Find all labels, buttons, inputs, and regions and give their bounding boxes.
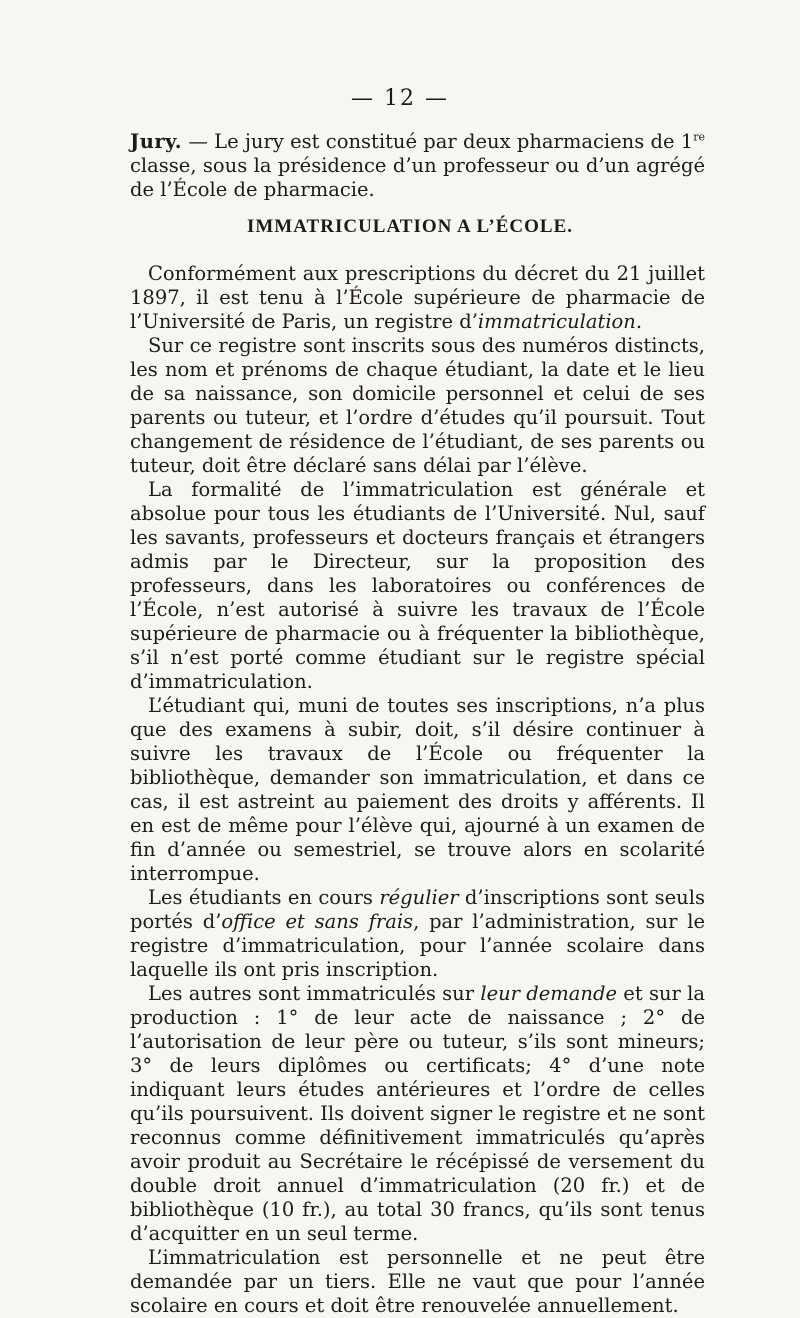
paragraph-cours-regulier-c: d’inscriptions sont seuls portés d’ (130, 886, 705, 933)
paragraph-etudiant-inscriptions: L’étudiant qui, muni de toutes ses inscriptions, n’a plus que des examens à subir, doit, s’il désire continuer à suivre les travaux de l’École ou fréquenter la bibliothèque, demander son immatriculation, et dans ce cas, il est astreint au paiement des droits y afférents. Il en est de même pour l’élève qui, ajourné à un examen de fin d’année ou semestriel, se trouve alors en scolarité interrompue. (130, 694, 705, 885)
paragraph-cours-regulier-e: , par l’administration, sur le registre d’immatriculation, pour l’année scolaire dans laquelle ils ont pris inscription. (130, 910, 706, 981)
jury-ordinal-superscript: re (693, 130, 705, 144)
paragraph-inscription-details: Sur ce registre sont inscrits sous des numéros distincts, les nom et prénoms de chaque étudiant, la date et le lieu de sa naissance, son domicile personnel et celui de ses parents ou tuteur, et l’ordre d’études qu’il poursuit. Tout changement de résidence de l’étudiant, de ses parents ou tuteur, doit être déclaré sans délai par l’élève. (130, 334, 705, 477)
paragraph-cours-regulier-italic-2: office et sans frais (221, 910, 414, 933)
jury-label: Jury. (130, 130, 183, 153)
paragraph-autres-c: et sur la production : 1° de leur acte de naissance ; 2° de l’autorisation de leur père ou tuteur, s’ils sont mineurs; 3° de leurs diplômes ou certificats; 4° d’une note indiquant leurs études antérieures et l’ordre de celles qu’ils poursuivent. Ils doivent signer le registre et ne sont reconnus comme définitivement immatriculés qu’après avoir produit au Secrétaire le récépissé de versement du double droit annuel d’immatriculation (20 fr.) et de bibliothèque (10 fr.), au total 30 francs, qu’ils sont tenus d’acquitter en un seul terme. (130, 982, 705, 1245)
paragraph-registre-text: Conformément aux prescriptions du décret du 21 juillet 1897, il est tenu à l’École supérieure de pharmacie de l’Université de Paris, un registre d’ (130, 262, 705, 333)
paragraph-formalite: La formalité de l’immatriculation est générale et absolue pour tous les étudiants de l’Université. Nul, sauf les savants, professeurs et docteurs français et étrangers admis par le Directeur, sur la proposition des professeurs, dans les laboratoires ou conférences de l’École, n’est autorisé à suivre les travaux de l’École supérieure de pharmacie ou à fréquenter la bibliothèque, s’il n’est porté comme étudiant sur le registre spécial d’immatriculation. (130, 478, 705, 693)
paragraph-registre-end: . (635, 310, 643, 333)
paragraph-cours-regulier-italic-1: régulier (379, 886, 459, 909)
section-title: IMMATRICULATION A L’ÉCOLE. (246, 216, 573, 237)
paragraph-cours-regulier-a: Les étudiants en cours (148, 886, 380, 909)
paragraph-cours-regulier (130, 886, 705, 982)
paragraph-autres-a: Les autres sont immatriculés sur (148, 982, 481, 1005)
body-text (130, 262, 705, 1318)
paragraph-registre-italic: immatriculation (477, 310, 636, 333)
paragraph-registre (130, 262, 705, 334)
paragraph-autres-italic: leur demande (480, 982, 618, 1005)
jury-text-start: — Le jury est constitué par deux pharmaciens de 1 (182, 130, 694, 153)
jury-paragraph (130, 130, 705, 202)
page-number: — 12 — (351, 86, 449, 111)
paragraph-personnelle: L’immatriculation est personnelle et ne peut être demandée par un tiers. Elle ne vaut que pour l’année scolaire en cours et doit être renouvelée annuellement. (130, 1246, 705, 1317)
paragraph-autres-immatricules (130, 982, 705, 1246)
jury-text-end: classe, sous la présidence d’un professeur ou d’un agrégé de l’École de pharmacie. (130, 154, 705, 201)
